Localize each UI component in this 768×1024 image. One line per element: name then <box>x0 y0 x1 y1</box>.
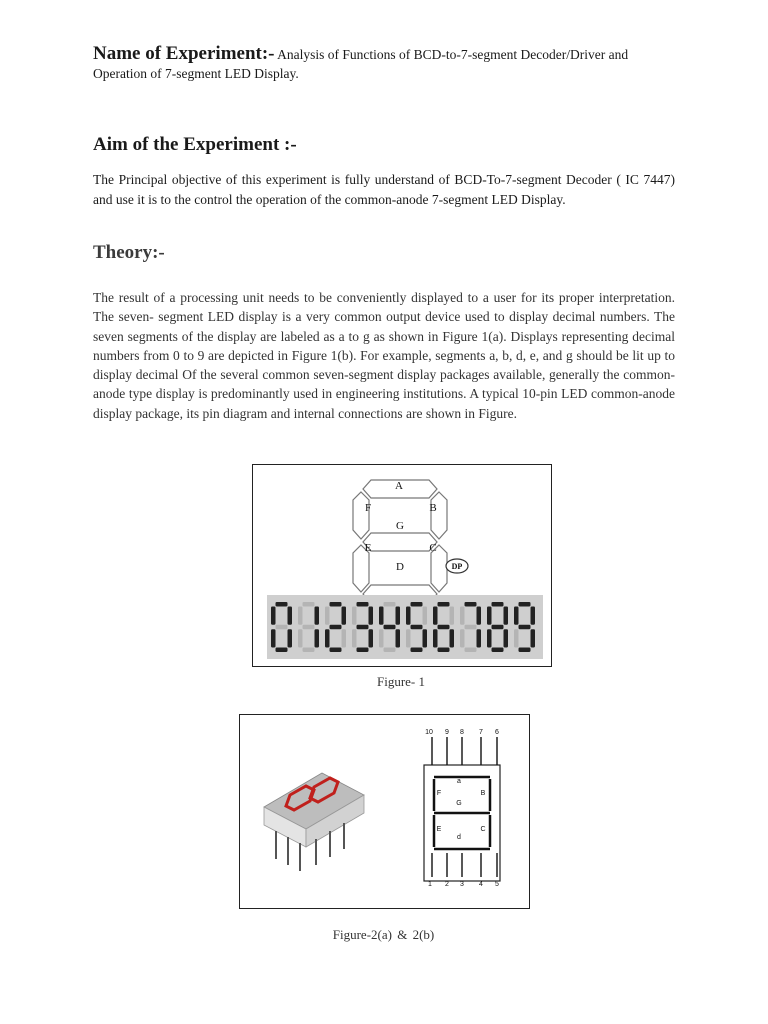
pin-bottom-5: 5 <box>495 881 499 888</box>
digit-3-segment-c <box>369 629 374 647</box>
label-a: A <box>395 480 403 492</box>
digit-3-segment-g <box>357 625 369 630</box>
digit-3-segment-b <box>369 607 374 625</box>
label-c: C <box>429 542 437 554</box>
pin-diagram-segment-labels <box>437 778 486 841</box>
digit-8-segment-g <box>492 625 504 630</box>
digit-1-segment-g <box>303 625 315 630</box>
figure-1-caption: Figure- 1 <box>376 674 426 689</box>
theory-heading: Theory:- <box>93 242 165 263</box>
digit-9-segment-g <box>519 625 531 630</box>
digit-0-segment-e <box>271 629 276 647</box>
figure-2 <box>239 714 530 909</box>
digit-6-segment-d <box>438 648 450 653</box>
digit-0-segment-c <box>288 629 293 647</box>
digit-4-segment-f <box>379 607 384 625</box>
digit-1-segment-d <box>303 648 315 653</box>
label-d: D <box>396 561 404 573</box>
digit-4-segment-b <box>396 607 401 625</box>
digit-4-segment-g <box>384 625 396 630</box>
figure-1 <box>252 464 552 667</box>
theory-paragraph: The result of a processing unit needs to be conveniently displayed to a user for its proper interpretation. The seven- segment LED display is a very common output device used to display decimal numbers. The seven segments of the display are labeled as a to g as shown in Figure 1(a). Displays representing decimal numbers from 0 to 9 are depicted in Figure 1(b). For example, segments a, b, d, e, and g should be lit up to display decimal Of the several common seven-segment display packages available, generally the common-anode type display is predominantly used in engineering institutions. A typical 10-pin LED common-anode display package, its pin diagram and internal connections are shown in Figure. <box>93 290 675 421</box>
pin-bottom-2: 2 <box>445 881 449 888</box>
pin-top-3: 8 <box>460 729 464 736</box>
segment-f <box>353 492 372 539</box>
title-label: Name of Experiment:- <box>93 43 275 64</box>
digit-2-segment-d <box>330 648 342 653</box>
pd-label-f: F <box>436 790 442 797</box>
aim-paragraph: The Principal objective of this experiment is fully understand of BCD-To-7-segment Decoder ( IC 7447) and use it is to the control the operation of the common-anode 7-segment LED Display. <box>93 172 675 207</box>
digit-3-segment-d <box>357 648 369 653</box>
digit-9-segment-e <box>514 629 519 647</box>
digit-2-segment-b <box>342 607 347 625</box>
digit-1-segment-e <box>298 629 303 647</box>
digit-8-segment-a <box>492 602 504 607</box>
digit-8-segment-c <box>504 629 509 647</box>
pin-top-5: 6 <box>495 729 499 736</box>
digit-4-segment-d <box>384 648 396 653</box>
digit-1-segment-f <box>298 607 303 625</box>
digit-8-segment-b <box>504 607 509 625</box>
pin-top-1: 10 <box>425 729 433 736</box>
digit-4-segment-c <box>396 629 401 647</box>
digit-6-segment-f <box>433 607 438 625</box>
pd-label-d: d <box>457 834 461 841</box>
led-package-illustration <box>264 773 364 871</box>
digit-5-segment-e <box>406 629 411 647</box>
digit-0-segment-f <box>271 607 276 625</box>
digit-7-segment-g <box>465 625 477 630</box>
figure-1-drawing <box>253 465 551 666</box>
digit-7-segment-c <box>477 629 482 647</box>
digit-6-segment-a <box>438 602 450 607</box>
digit-6-segment-e <box>433 629 438 647</box>
title-text: Analysis of Functions of BCD-to-7-segment Decoder/Driver and Operation of 7-segment LED Display. <box>93 47 629 81</box>
digit-5-segment-d <box>411 648 423 653</box>
pd-label-a: a <box>457 778 461 785</box>
digit-5-segment-a <box>411 602 423 607</box>
digit-3-segment-f <box>352 607 357 625</box>
digit-5-segment-g <box>411 625 423 630</box>
digit-2-segment-e <box>325 629 330 647</box>
digit-5-segment-c <box>423 629 428 647</box>
digit-8-segment-e <box>487 629 492 647</box>
digit-7-segment-d <box>465 648 477 653</box>
pin-top-2: 9 <box>445 729 449 736</box>
segment-b <box>431 492 447 539</box>
digit-4-segment-e <box>379 629 384 647</box>
digit-9-segment-c <box>531 629 536 647</box>
digit-9-segment-f <box>514 607 519 625</box>
pin-top-4: 7 <box>479 729 483 736</box>
digit-2-segment-a <box>330 602 342 607</box>
digit-6-segment-b <box>450 607 455 625</box>
digit-0-segment-a <box>276 602 288 607</box>
digit-7-segment-f <box>460 607 465 625</box>
digit-0-segment-d <box>276 648 288 653</box>
experiment-title <box>93 44 683 83</box>
digit-6-segment-g <box>438 625 450 630</box>
digit-2-segment-g <box>330 625 342 630</box>
digit-9-segment-a <box>519 602 531 607</box>
pin-bottom-1: 1 <box>428 881 432 888</box>
digit-5-segment-b <box>423 607 428 625</box>
digit-0-segment-b <box>288 607 293 625</box>
digit-5-segment-f <box>406 607 411 625</box>
label-f: F <box>364 502 372 514</box>
digit-7-segment-a <box>465 602 477 607</box>
digit-2-segment-f <box>325 607 330 625</box>
digit-2-segment-c <box>342 629 347 647</box>
pd-label-g: G <box>456 800 462 807</box>
digit-1-segment-b <box>315 607 320 625</box>
digit-8-segment-d <box>492 648 504 653</box>
pin-bottom-4: 4 <box>479 881 483 888</box>
figure-2-drawing <box>240 715 529 908</box>
digit-7-segment-e <box>460 629 465 647</box>
digit-9-segment-d <box>519 648 531 653</box>
digit-0-segment-g <box>276 625 288 630</box>
label-dp: DP <box>451 562 463 571</box>
pd-label-e: E <box>436 826 442 833</box>
digit-6-segment-c <box>450 629 455 647</box>
aim-heading: Aim of the Experiment :- <box>93 134 297 155</box>
digit-8-segment-f <box>487 607 492 625</box>
figure-2-caption: Figure-2(a) & 2(b) <box>332 927 435 942</box>
label-b: B <box>429 502 437 514</box>
digit-4-segment-a <box>384 602 396 607</box>
digit-3-segment-a <box>357 602 369 607</box>
digit-9-segment-b <box>531 607 536 625</box>
label-g: G <box>396 520 404 532</box>
digit-1-segment-c <box>315 629 320 647</box>
pd-label-b: B <box>480 790 486 797</box>
digit-1-segment-a <box>303 602 315 607</box>
digit-7-segment-b <box>477 607 482 625</box>
segment-g <box>363 533 437 551</box>
pin-leads <box>432 737 497 877</box>
label-e: E <box>364 542 372 554</box>
pin-diagram-segments <box>434 777 490 849</box>
pin-diagram <box>424 729 500 888</box>
pd-label-c: C <box>480 826 486 833</box>
pin-bottom-3: 3 <box>460 881 464 888</box>
digit-3-segment-e <box>352 629 357 647</box>
